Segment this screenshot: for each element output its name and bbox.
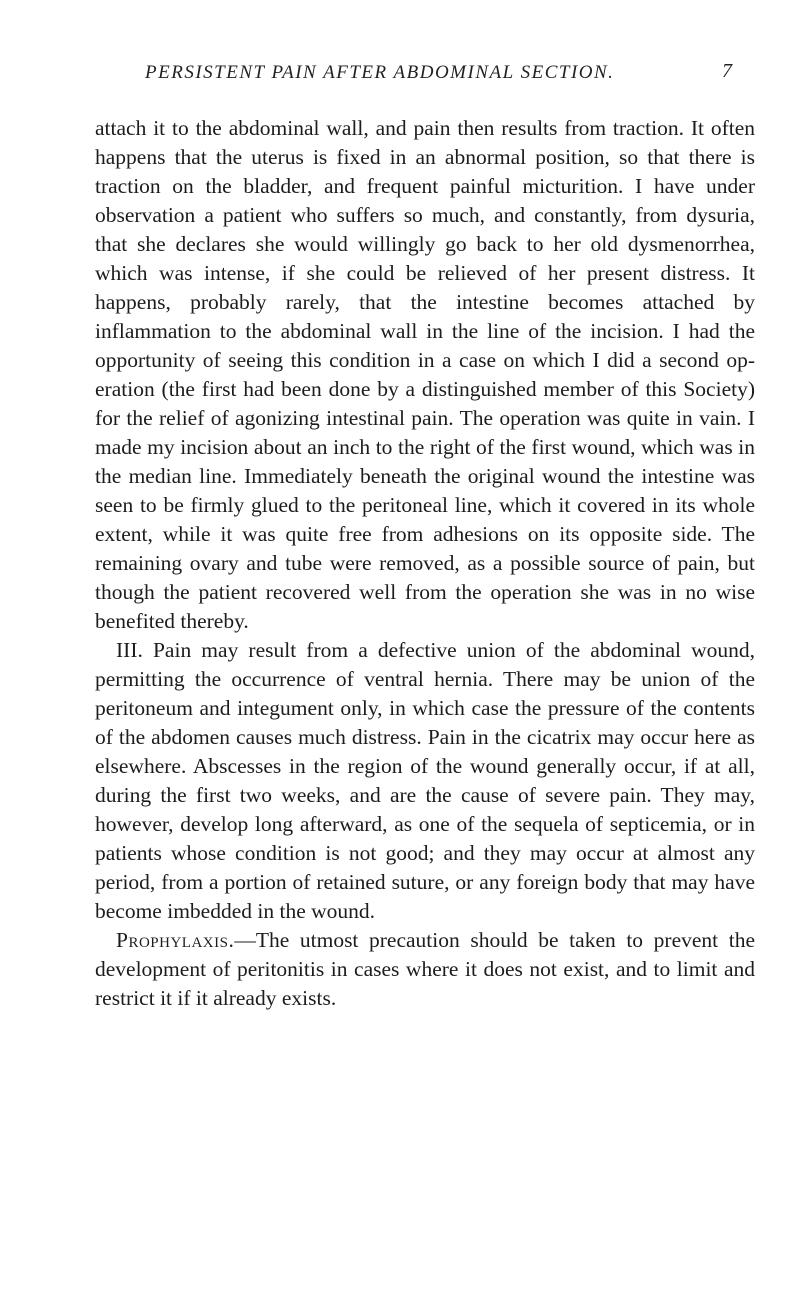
page-number: 7 (722, 60, 732, 82)
paragraph-continuation: attach it to the abdominal wall, and pain then results from traction. It often happens that the uterus is fixed in an abnormal position, so that there is traction on the bladder, and frequent painful micturition. I have under observation a patient who suffers so much, and constantly, from dysuria, that she declares she would willingly go back to her old dysmenorrhea, which was intense, if she could be relieved of her present distress. It happens, probably rarely, that the intestine becomes attached by inflammation to the abdominal wall in the line of the incision. I had the opportunity of seeing this condition in a case on which I did a second operation (the first had been done by a distinguished member of this Society) for the relief of agonizing intestinal pain. The operation was quite in vain. I made my incision about an inch to the right of the first wound, which was in the median line. Immediately beneath the original wound the intestine was seen to be firmly glued to the peritoneal line, which it covered in its whole extent, while it was quite free from adhesions on its opposite side. The remaining ovary and tube were removed, as a possible source of pain, but though the patient recovered well from the operation she was in no wise benefited thereby. (95, 116, 755, 633)
running-title: PERSISTENT PAIN AFTER ABDOMINAL SECTION. (145, 62, 615, 83)
body-text (95, 114, 755, 1013)
paragraph-section-three: III. Pain may result from a defective union of the abdominal wound, permitting the occurrence of ventral hernia. There may be union of the peritoneum and integument only, in which case the pressure of the contents of the abdomen causes much distress. Pain in the cicatrix may occur here as elsewhere. Abscesses in the region of the wound generally occur, if at all, during the first two weeks, and are the cause of severe pain. They may, however, develop long afterward, as one of the sequela of septicemia, or in patients whose condition is not good; and they may occur at almost any period, from a portion of retained suture, or any foreign body that may have become imbedded in the wound. (95, 638, 755, 923)
prophylaxis-text: —The utmost precaution should be taken to prevent the development of peritonitis in cases where it does not exist, and to limit and restrict it if it already exists. (95, 928, 755, 1010)
prophylaxis-heading: Prophylaxis. (116, 928, 235, 952)
paragraph-prophylaxis (95, 926, 755, 1013)
